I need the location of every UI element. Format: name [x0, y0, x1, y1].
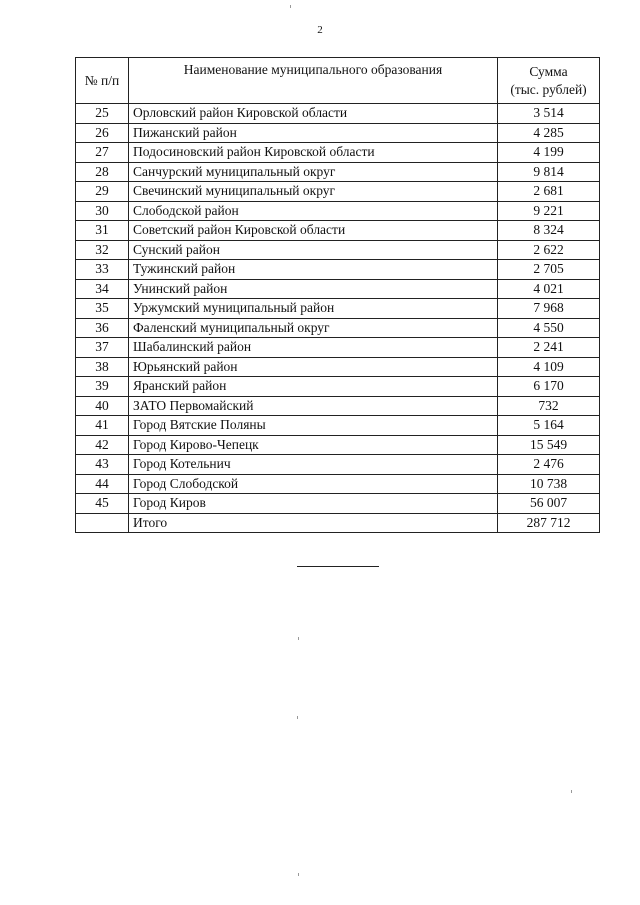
row-sum: 4 109	[498, 357, 600, 377]
scan-speck	[298, 873, 299, 876]
row-sum: 9 221	[498, 201, 600, 221]
row-number: 33	[76, 260, 129, 280]
row-number: 32	[76, 240, 129, 260]
header-sum-title: Сумма	[529, 63, 568, 79]
header-municipality: Наименование муниципального образования	[129, 58, 498, 104]
row-number: 41	[76, 416, 129, 436]
row-municipality: Советский район Кировской области	[129, 221, 498, 241]
row-number: 44	[76, 474, 129, 494]
table-row	[76, 299, 600, 319]
row-municipality: Подосиновский район Кировской области	[129, 143, 498, 163]
total-label: Итого	[129, 513, 498, 533]
row-number: 31	[76, 221, 129, 241]
table-row	[76, 221, 600, 241]
row-sum: 2 705	[498, 260, 600, 280]
table-row	[76, 104, 600, 124]
row-municipality: Фаленский муниципальный округ	[129, 318, 498, 338]
table-row	[76, 182, 600, 202]
row-municipality: Юрьянский район	[129, 357, 498, 377]
row-municipality: Слободской район	[129, 201, 498, 221]
row-sum: 15 549	[498, 435, 600, 455]
row-number: 38	[76, 357, 129, 377]
table-row	[76, 474, 600, 494]
row-number: 37	[76, 338, 129, 358]
header-number: № п/п	[76, 58, 129, 104]
row-municipality: Унинский район	[129, 279, 498, 299]
table-row	[76, 201, 600, 221]
header-sum-unit: (тыс. рублей)	[510, 81, 587, 97]
header-sum	[498, 58, 600, 104]
row-municipality: Тужинский район	[129, 260, 498, 280]
table-header-row	[76, 58, 600, 104]
total-sum: 287 712	[498, 513, 600, 533]
table-row	[76, 377, 600, 397]
row-municipality: Сунский район	[129, 240, 498, 260]
row-municipality: Яранский район	[129, 377, 498, 397]
row-sum: 4 285	[498, 123, 600, 143]
row-number: 26	[76, 123, 129, 143]
row-number: 34	[76, 279, 129, 299]
table-row	[76, 455, 600, 475]
table-row	[76, 123, 600, 143]
table-row	[76, 435, 600, 455]
row-number: 42	[76, 435, 129, 455]
row-number: 25	[76, 104, 129, 124]
row-municipality: Город Кирово-Чепецк	[129, 435, 498, 455]
row-sum: 5 164	[498, 416, 600, 436]
row-municipality: ЗАТО Первомайский	[129, 396, 498, 416]
row-sum: 8 324	[498, 221, 600, 241]
row-number: 36	[76, 318, 129, 338]
table-body	[76, 104, 600, 533]
end-divider-line	[297, 566, 379, 567]
row-municipality: Орловский район Кировской области	[129, 104, 498, 124]
row-municipality: Санчурский муниципальный округ	[129, 162, 498, 182]
row-municipality: Уржумский муниципальный район	[129, 299, 498, 319]
row-sum: 2 622	[498, 240, 600, 260]
table-total-row	[76, 513, 600, 533]
table-row	[76, 396, 600, 416]
scan-speck	[298, 637, 299, 640]
total-number-empty	[76, 513, 129, 533]
row-municipality: Город Вятские Поляны	[129, 416, 498, 436]
table-row	[76, 416, 600, 436]
row-number: 45	[76, 494, 129, 514]
row-number: 40	[76, 396, 129, 416]
row-sum: 4 021	[498, 279, 600, 299]
row-number: 29	[76, 182, 129, 202]
row-sum: 3 514	[498, 104, 600, 124]
table-row	[76, 240, 600, 260]
table-row	[76, 338, 600, 358]
row-municipality: Свечинский муниципальный округ	[129, 182, 498, 202]
row-sum: 6 170	[498, 377, 600, 397]
row-sum: 10 738	[498, 474, 600, 494]
row-number: 28	[76, 162, 129, 182]
allocation-table	[75, 57, 600, 533]
row-sum: 4 199	[498, 143, 600, 163]
row-sum: 2 681	[498, 182, 600, 202]
scan-speck	[290, 5, 291, 8]
row-sum: 4 550	[498, 318, 600, 338]
row-municipality: Пижанский район	[129, 123, 498, 143]
scan-speck	[297, 716, 298, 719]
row-number: 39	[76, 377, 129, 397]
row-sum: 2 241	[498, 338, 600, 358]
table-row	[76, 318, 600, 338]
table-row	[76, 260, 600, 280]
row-number: 43	[76, 455, 129, 475]
row-number: 27	[76, 143, 129, 163]
table-row	[76, 143, 600, 163]
row-sum: 2 476	[498, 455, 600, 475]
row-municipality: Город Слободской	[129, 474, 498, 494]
row-sum: 7 968	[498, 299, 600, 319]
page-number: 2	[317, 24, 323, 36]
row-number: 35	[76, 299, 129, 319]
table-row	[76, 494, 600, 514]
row-municipality: Город Котельнич	[129, 455, 498, 475]
table-row	[76, 357, 600, 377]
row-sum: 732	[498, 396, 600, 416]
row-municipality: Шабалинский район	[129, 338, 498, 358]
row-sum: 9 814	[498, 162, 600, 182]
table-row	[76, 279, 600, 299]
table-row	[76, 162, 600, 182]
row-number: 30	[76, 201, 129, 221]
scan-speck	[571, 790, 572, 793]
row-sum: 56 007	[498, 494, 600, 514]
row-municipality: Город Киров	[129, 494, 498, 514]
